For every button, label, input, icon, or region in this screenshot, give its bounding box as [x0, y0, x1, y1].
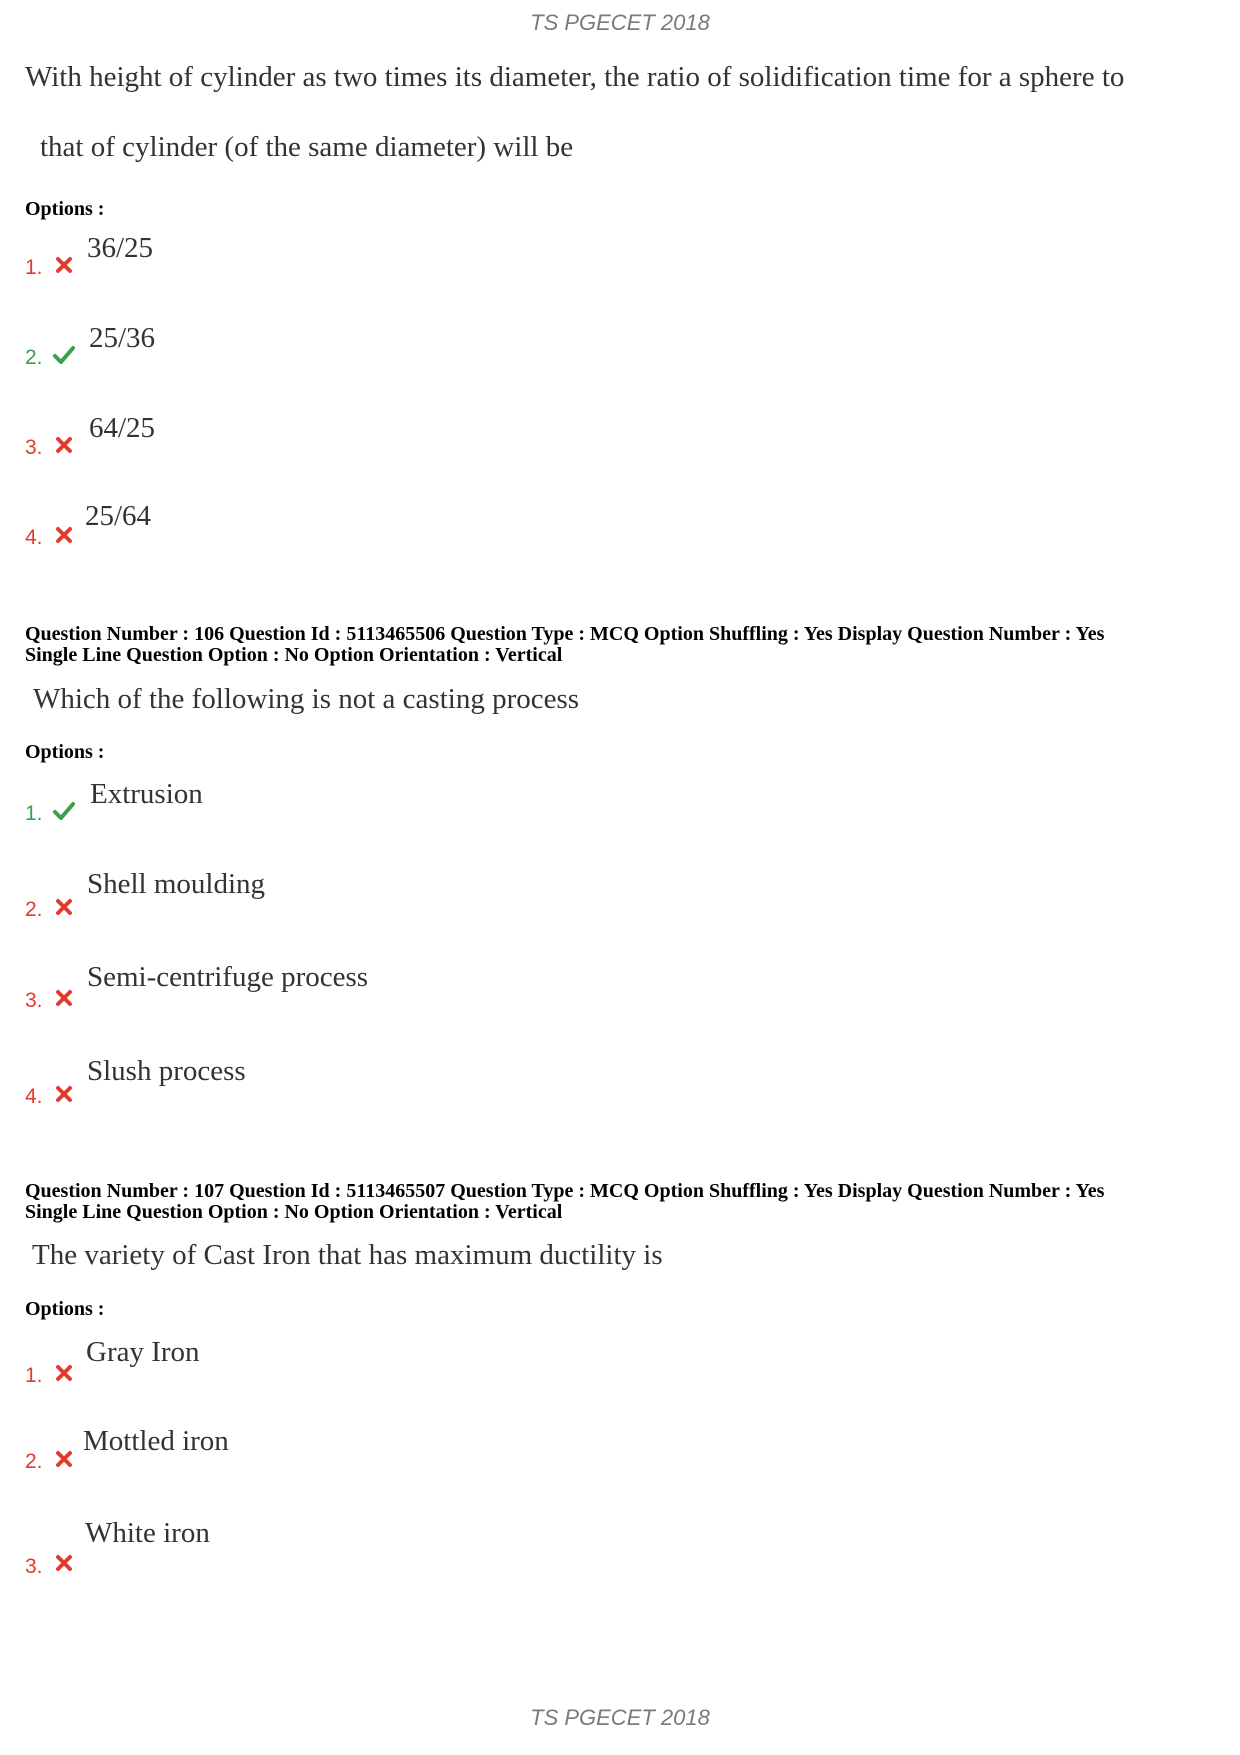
- page-footer: TS PGECET 2018: [530, 1705, 710, 1730]
- option-text: 25/36: [89, 322, 156, 354]
- option-number: 1.: [25, 1364, 43, 1387]
- cross-icon: [54, 1449, 74, 1469]
- option-text: 25/64: [85, 500, 152, 532]
- cross-icon: [54, 1553, 74, 1573]
- question-text: The variety of Cast Iron that has maximum ductility is: [32, 1239, 663, 1271]
- option-text: Slush process: [87, 1055, 246, 1087]
- option-text: White iron: [85, 1517, 210, 1549]
- question-text: Which of the following is not a casting process: [33, 683, 580, 715]
- question-meta: Single Line Question Option : No Option Orientation : Vertical: [25, 644, 563, 666]
- option-number: 1.: [25, 256, 43, 279]
- options-label: Options :: [25, 1298, 105, 1320]
- cross-icon: [54, 1084, 74, 1104]
- cross-icon: [54, 255, 74, 275]
- option-number: 4.: [25, 1085, 43, 1108]
- check-icon: [52, 344, 76, 366]
- question-meta: Question Number : 107 Question Id : 5113465507 Question Type : MCQ Option Shuffling : Yes Display Question Number : Yes: [25, 1180, 1105, 1202]
- option-number: 3.: [25, 436, 43, 459]
- cross-icon: [54, 525, 74, 545]
- question-text-line: that of cylinder (of the same diameter) will be: [40, 131, 574, 163]
- option-text: Gray Iron: [86, 1336, 200, 1368]
- check-icon: [52, 800, 76, 822]
- option-text: Semi-centrifuge process: [87, 961, 369, 993]
- question-text-line: With height of cylinder as two times its diameter, the ratio of solidification time for a sphere to: [25, 61, 1125, 93]
- option-text: Extrusion: [90, 778, 203, 810]
- option-number: 4.: [25, 526, 43, 549]
- cross-icon: [54, 435, 74, 455]
- option-number: 2.: [25, 346, 43, 369]
- option-number: 2.: [25, 1450, 43, 1473]
- option-number: 3.: [25, 989, 43, 1012]
- options-label: Options :: [25, 741, 105, 763]
- page-header: TS PGECET 2018: [530, 10, 710, 35]
- option-number: 3.: [25, 1555, 43, 1578]
- cross-icon: [54, 897, 74, 917]
- question-meta: Question Number : 106 Question Id : 5113465506 Question Type : MCQ Option Shuffling : Yes Display Question Number : Yes: [25, 623, 1105, 645]
- option-number: 1.: [25, 802, 43, 825]
- cross-icon: [54, 1363, 74, 1383]
- options-label: Options :: [25, 198, 105, 220]
- question-meta: Single Line Question Option : No Option Orientation : Vertical: [25, 1201, 563, 1223]
- option-text: 36/25: [87, 232, 154, 264]
- option-number: 2.: [25, 898, 43, 921]
- cross-icon: [54, 988, 74, 1008]
- option-text: Mottled iron: [83, 1425, 229, 1457]
- option-text: Shell moulding: [87, 868, 266, 900]
- option-text: 64/25: [89, 412, 156, 444]
